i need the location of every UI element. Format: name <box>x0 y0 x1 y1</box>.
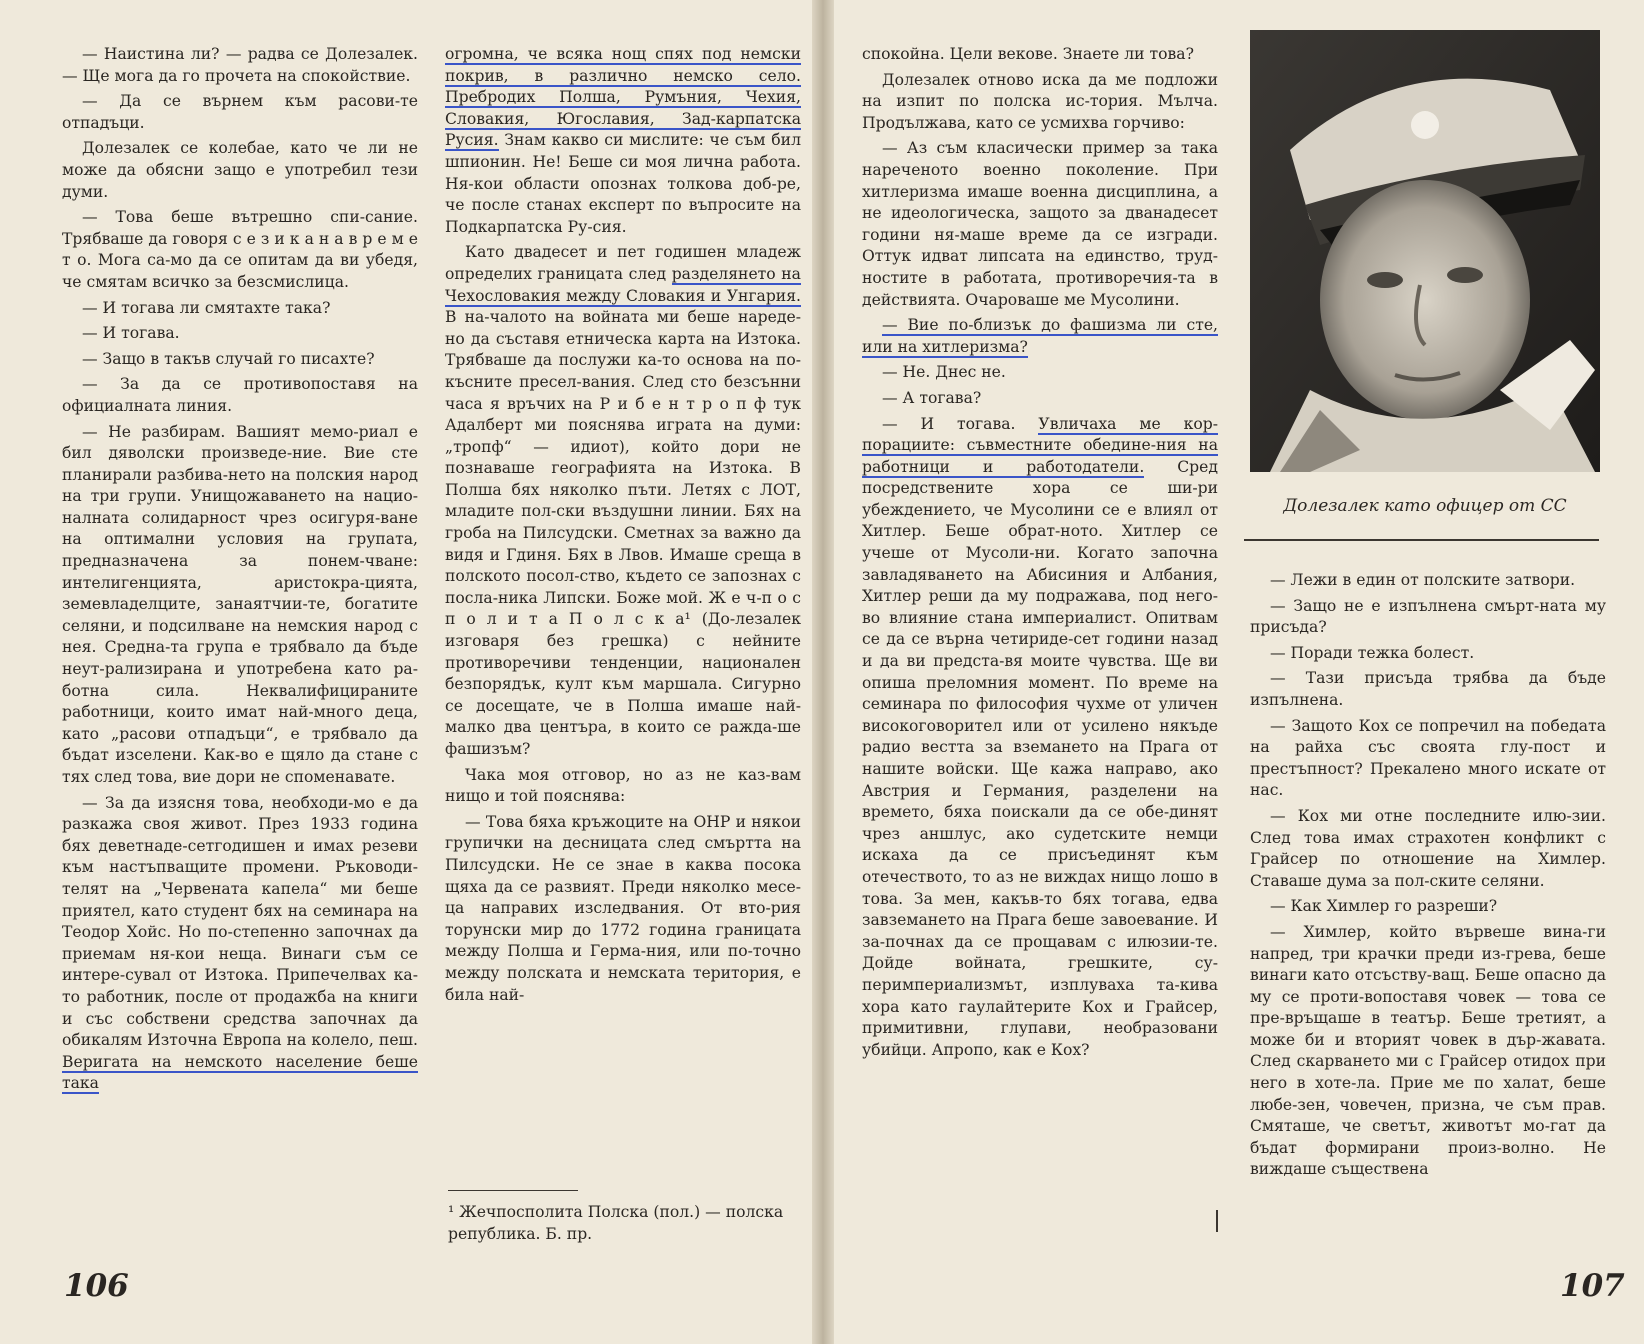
paragraph: — Защо в такъв случай го писахте? <box>82 349 375 368</box>
paragraph: — Лежи в един от полските затвори. <box>1270 571 1576 589</box>
paragraph: — Това бяха кръжоците на ОНР и някои групички на десницата след смъртта на Пилсудски. Не се знае в каква посока щяха да се развият. Преди няколко месе-ца направих изследвания. От вто-рия торунски мир до 1772 година границата между Полша и Герма-ния, или по-точно между полската и немската територия, е била най- <box>445 812 801 1004</box>
underlined-passage: огромна, че всяка нощ спях под немски покрив, в различно немско село. Пребродих Полша, Румъния, Чехия, Словакия, Югославия, Зад-карпатска Русия. <box>445 45 801 150</box>
underlined-passage: Веригата на немското население беше така <box>62 1052 418 1093</box>
paragraph: — За да се противопоставя на официалната линия. <box>62 375 418 415</box>
paragraph <box>862 414 1218 1062</box>
paragraph: — Аз съм класически пример за така нареченото военно поколение. При хитлеризма имаше военна дисциплина, а не идеологическа, защото за дванадесет години ня-маше време да се изгради. Оттук идват липсата на единство, труд-ностите в работата, противоречия-та в действията. Очароваше ме Мусолини. <box>862 139 1218 309</box>
underlined-passage: Увличаха ме кор-порациите: съвместните обедине-ния на работници и работодатели. <box>862 414 1218 476</box>
paragraph-text: Сред посредствените хора се ши-ри убеждението, че Мусолини се е влиял от Хитлер. Беше обрат-ното. Хитлер се учеше от Мусоли-ни. Когато започна завладяването на Абисиния и Албания, Хитлер реши да му подражава, под него-во влияние стана империалист. Опитвам се да се върна четириде-сет години назад и да ви предста-вя моите чувства. Ще ви опиша преломния момент. По време на семинара по философия чухме от уличен високоговорител или от усилено някъде радио вестта за вземането на Прага от нашите войски. Ще кажа направо, ако Австрия и Германия, разделени на времето, бяха поискали да се обе-динят чрез аншлус, ако судетските немци искаха да се присъединят към отечеството, то аз не виждах нищо лошо в това. За мен, какъв-то бях тогава, едва завземането на Прага беше завоевание. И за-почнах да се прощавам с илюзии-те. Дойде войната, грешките, су-перимпериализмът, изплуваха та-кива хора като гаулайтерите Кох и Грайсер, примитивни, глупави, необразовани убийци. Апропо, как е Кох? <box>862 457 1218 1059</box>
paragraph: — А тогава? <box>882 388 982 407</box>
margin-mark <box>1216 1210 1218 1232</box>
paragraph: — Кох ми отне последните илю-зии. След това имах страхотен конфликт с Грайсер по отношение на Химлер. Ставаше дума за пол-ските селяни. <box>1250 806 1606 890</box>
paragraph: — Наистина ли? — радва се Долезалек. — Ще мога да го прочета на спокойствие. <box>62 45 418 85</box>
paragraph <box>62 793 418 1095</box>
paragraph: — И тогава. <box>82 324 180 343</box>
paragraph: Чака моя отговор, но аз не каз-вам нищо и той пояснява: <box>445 765 801 806</box>
paragraph-text: — И тогава. <box>882 414 1016 433</box>
paragraph: — Не. Днес не. <box>882 363 1006 382</box>
text-column-2 <box>445 44 801 1209</box>
paragraph-text: Знам какво си мислите: че съм бил шпионин. Не! Беше си моя лична работа. Ня-кои области опознах толкова доб-ре, че после станах експерт по въпросите на Подкарпатска Ру-сия. <box>445 131 801 236</box>
paragraph <box>445 242 801 760</box>
underlined-passage: разделянето на Чехословакия между Словакия и Унгария. <box>445 264 801 305</box>
paragraph: — Тази присъда трябва да бъде изпълнена. <box>1250 669 1606 709</box>
paragraph-text: — За да изясня това, необходи-мо е да разкажа своя живот. През 1933 година бях деветнаде-сетгодишен и имах резеви към настъпващите промени. Ръководи-телят на „Червената капела“ ми беше приятел, като студент бях на семинара на Теодор Хойс. Но по-степенно започнах да приемам ня-кои неща. Винаги съм се интере-сувал от Изтока. Припечелвах ка-то работник, после от продажба на книги и със собствени средства започнах да обикалям Източна Европа на колело, пеш. <box>62 793 418 1050</box>
officer-photo <box>1250 30 1600 472</box>
paragraph: — Защото Кох се попречил на победата на райха със своята глу-пост и престъпност? Прекалено много искате от нас. <box>1250 716 1606 800</box>
paragraph <box>862 315 1218 358</box>
paragraph: — Защо не е изпълнена смърт-ната му присъда? <box>1250 596 1606 637</box>
paragraph: — Да се върнем към расови-те отпадъци. <box>62 92 418 132</box>
paragraph: — Не разбирам. Вашият мемо-риал е бил дяволски произведе-ние. Вие сте планирали разбива-нето на полския народ на три групи. Унищожаването на нацио-налната солидарност чрез осигуря-ване на оптимални условия на групата, предназначена за понем-чване: интелигенцията, аристокра-цията, земевладелците, занаятчии-те, богатите селяни, и подсилване на немския народ с нея. Средна-та група е трябвало да бъде неут-рализирана и употребена като ра-ботна сила. Неквалифицираните работници, които имат най-много деца, като „расови отпадъци“, е трябвало да бъдат изселени. Как-во е щяло да стане с тях след това, вие дори не споменавате. <box>62 422 418 786</box>
paragraph: Долезалек се колебае, като че ли не може да обясни защо е употребил тези думи. <box>62 139 418 201</box>
paragraph-text: В на-чалото на войната ми беше нареде-но да съставя етническа карта на Изтока. Трябваше да послужи ка-то основа на по-късните пресел-вания. След сто безсънни часа я връчих на Р и б е н т р о п ф тук Адалберт ми пояснява играта на думи: „тропф“ — идиот), който дори не познаваше географията на Изтока. В Полша бях няколко пъти. Летях с ЛОТ, младите пол-ски въздушни линии. Бях на гроба на Пилсудски. Сметнах за важно да видя и Гдиня. Бях в Лвов. Имаше среща в полското посол-ство, където се запознах с посла-ника Липски. Боже мой. Ж е ч-п о с п о л и т а П о л с к а¹ (До-лезалек изговаря без грешка) с нейните противоречиви тенденции, национален безпорядък, култ към маршала. Сигурно се досещате, че в Полша имаше най-малко два центъра, в които се ражда-ше фашизъм? <box>445 308 801 758</box>
paragraph-text: Като двадесет и пет годишен младеж определих границата след <box>445 243 801 283</box>
page-number-right: 107 <box>1560 1268 1625 1304</box>
officer-portrait-image <box>1250 30 1600 472</box>
page-number-left: 106 <box>64 1268 129 1304</box>
paragraph: — Химлер, който вървеше вина-ги напред, три крачки преди из-грева, беше винаги като отсъству-ващ. Беше опасно да му се проти-вопоставя човек — това се пре-връщаше в театър. Беше третият, а може би и вторият човек в дър-жавата. След скарването ми с Грайсер отидох при него в хоте-ла. Прие ме по халат, беше любе-зен, човечен, призна, че съм прав. Смяташе, че светът, животът мо-гат да бъдат формирани произ-волно. Не виждаше съществена <box>1250 922 1606 1179</box>
text-column-4 <box>1250 570 1606 1240</box>
text-column-3 <box>862 44 1218 1244</box>
text-column-1 <box>62 44 418 1244</box>
underlined-passage: — Вие по-близък до фашизма ли сте, или на хитлеризма? <box>862 316 1218 356</box>
photo-caption: Долезалек като офицер от СС <box>1283 496 1567 516</box>
book-gutter <box>812 0 834 1344</box>
paragraph: — И тогава ли смятахте така? <box>82 298 331 317</box>
paragraph: — Поради тежка болест. <box>1270 643 1475 662</box>
paragraph: Долезалек отново иска да ме подложи на изпит по полска ис-тория. Мълча. Продължава, като се усмихва горчиво: <box>862 70 1218 132</box>
footnote: ¹ Жечпосполита Полска (пол.) — полска република. Б. пр. <box>448 1203 784 1243</box>
paragraph: спокойна. Цели векове. Знаете ли това? <box>862 45 1194 63</box>
paragraph: — Как Химлер го разреши? <box>1270 897 1498 916</box>
paragraph: — Това беше вътрешно спи-сание. Трябваше да говоря с е з и к а н а в р е м е т о. Мога са-мо да се опитам да ви убедя, че смятам всичко за безсмислица. <box>62 208 418 291</box>
paragraph <box>445 44 801 238</box>
footnote-divider <box>448 1190 578 1191</box>
caption-divider <box>1244 539 1599 541</box>
